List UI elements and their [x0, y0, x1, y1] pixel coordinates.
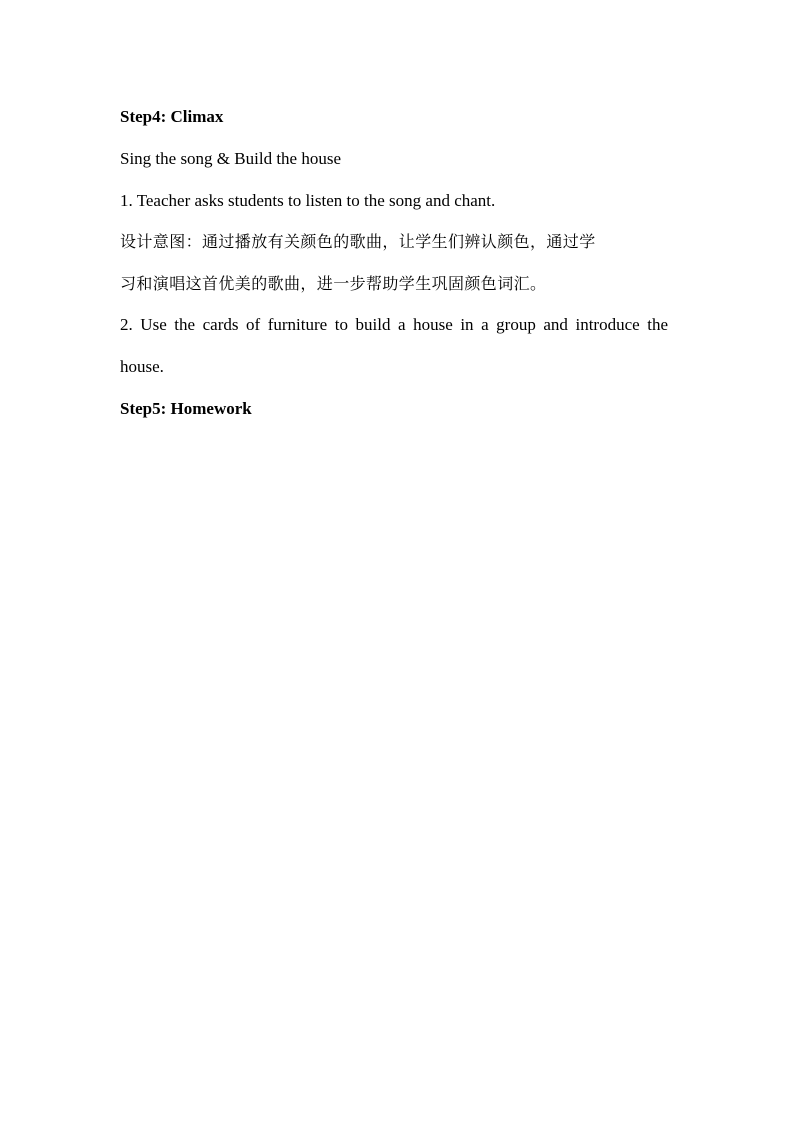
step5-heading: Step5: Homework — [120, 399, 252, 418]
activity-item-1: 1. Teacher asks students to listen to the song and chant. — [120, 191, 496, 210]
step4-heading: Step4: Climax — [120, 107, 224, 126]
activity-item-2-line-1: 2. Use the cards of furniture to build a house in a group and introduce the — [120, 315, 668, 334]
song-activity-subheading: Sing the song & Build the house — [120, 149, 341, 168]
activity-item-2-line-2: house. — [120, 357, 164, 376]
design-intent-line-1: 设计意图：通过播放有关颜色的歌曲，让学生们辨认颜色，通过学 — [120, 232, 596, 251]
design-intent-line-2: 习和演唱这首优美的歌曲，进一步帮助学生巩固颜色词汇。 — [120, 274, 547, 293]
